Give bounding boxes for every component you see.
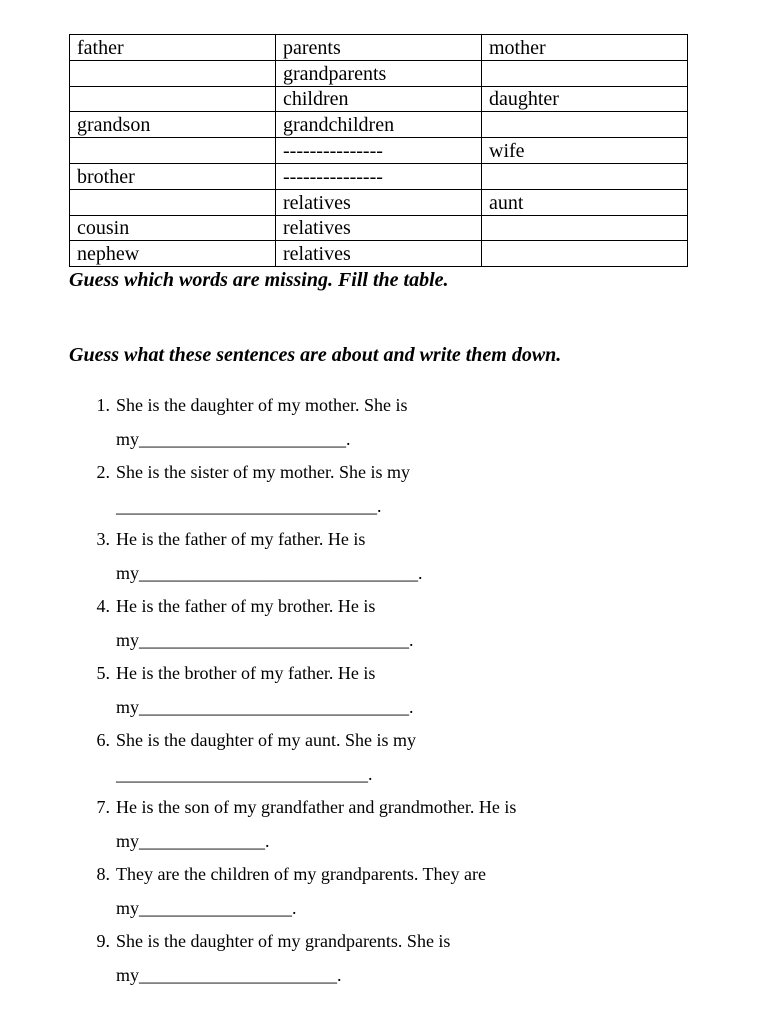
answer-blank[interactable]: my_______________________________. <box>116 563 423 583</box>
sentence-text: She is the daughter of my aunt. She is my <box>116 730 416 750</box>
answer-blank[interactable]: my______________________________. <box>116 697 414 717</box>
table-row <box>70 60 688 86</box>
table-cell[interactable]: cousin <box>70 215 276 241</box>
table-cell[interactable]: grandchildren <box>276 112 482 138</box>
table-cell[interactable]: grandparents <box>276 60 482 86</box>
answer-blank[interactable]: my______________________________. <box>116 630 414 650</box>
sentence-text: She is the sister of my mother. She is my <box>116 462 410 482</box>
table-cell[interactable] <box>482 215 688 241</box>
item-number: 3. <box>96 529 110 549</box>
table-cell[interactable]: --------------- <box>276 163 482 189</box>
list-item <box>0 527 768 594</box>
list-item <box>0 594 768 661</box>
table-cell[interactable] <box>482 163 688 189</box>
table-cell[interactable]: children <box>276 86 482 112</box>
table-cell[interactable] <box>482 241 688 267</box>
sentence-text: He is the father of my brother. He is <box>116 596 376 616</box>
table-cell[interactable]: mother <box>482 35 688 61</box>
sentence-list <box>0 393 768 996</box>
table-row <box>70 112 688 138</box>
answer-blank[interactable]: my______________. <box>116 831 270 851</box>
table-row <box>70 35 688 61</box>
list-item <box>0 795 768 862</box>
table-cell[interactable]: --------------- <box>276 138 482 164</box>
item-number: 8. <box>96 864 110 884</box>
list-item <box>0 393 768 460</box>
table-cell[interactable] <box>70 86 276 112</box>
answer-blank[interactable]: my_______________________. <box>116 429 351 449</box>
answer-blank[interactable]: my______________________. <box>116 965 342 985</box>
item-number: 9. <box>96 931 110 951</box>
table-cell[interactable]: father <box>70 35 276 61</box>
sentence-text: They are the children of my grandparents. They are <box>116 864 487 884</box>
table-cell[interactable] <box>70 138 276 164</box>
table-row <box>70 163 688 189</box>
table-row <box>70 241 688 267</box>
table-cell[interactable] <box>70 189 276 215</box>
list-item <box>0 460 768 527</box>
table-cell[interactable]: grandson <box>70 112 276 138</box>
item-number: 7. <box>96 797 110 817</box>
table-cell[interactable]: aunt <box>482 189 688 215</box>
table-cell[interactable]: nephew <box>70 241 276 267</box>
list-item <box>0 661 768 728</box>
write-sentences-instruction: Guess what these sentences are about and write them down. <box>69 344 562 366</box>
table-row <box>70 86 688 112</box>
table-cell[interactable]: relatives <box>276 241 482 267</box>
answer-blank[interactable]: my_________________. <box>116 898 297 918</box>
item-number: 4. <box>96 596 110 616</box>
family-table-body <box>70 35 688 267</box>
item-number: 2. <box>96 462 110 482</box>
table-cell[interactable] <box>482 112 688 138</box>
table-cell[interactable] <box>70 60 276 86</box>
sentence-text: He is the father of my father. He is <box>116 529 366 549</box>
family-words-table <box>69 34 688 267</box>
list-item <box>0 728 768 795</box>
table-cell[interactable]: brother <box>70 163 276 189</box>
table-cell[interactable]: wife <box>482 138 688 164</box>
answer-blank[interactable]: _____________________________. <box>116 496 382 516</box>
table-row <box>70 215 688 241</box>
answer-blank[interactable]: ____________________________. <box>116 764 373 784</box>
fill-table-instruction: Guess which words are missing. Fill the table. <box>69 269 449 291</box>
sentence-text: He is the son of my grandfather and grandmother. He is <box>116 797 517 817</box>
item-number: 6. <box>96 730 110 750</box>
list-item <box>0 929 768 996</box>
sentence-text: She is the daughter of my mother. She is <box>116 395 408 415</box>
sentence-text: He is the brother of my father. He is <box>116 663 376 683</box>
table-row <box>70 138 688 164</box>
table-cell[interactable]: relatives <box>276 189 482 215</box>
item-number: 5. <box>96 663 110 683</box>
sentence-text: She is the daughter of my grandparents. She is <box>116 931 451 951</box>
table-cell[interactable]: relatives <box>276 215 482 241</box>
table-cell[interactable] <box>482 60 688 86</box>
list-item <box>0 862 768 929</box>
table-cell[interactable]: parents <box>276 35 482 61</box>
item-number: 1. <box>96 395 110 415</box>
table-row <box>70 189 688 215</box>
table-cell[interactable]: daughter <box>482 86 688 112</box>
